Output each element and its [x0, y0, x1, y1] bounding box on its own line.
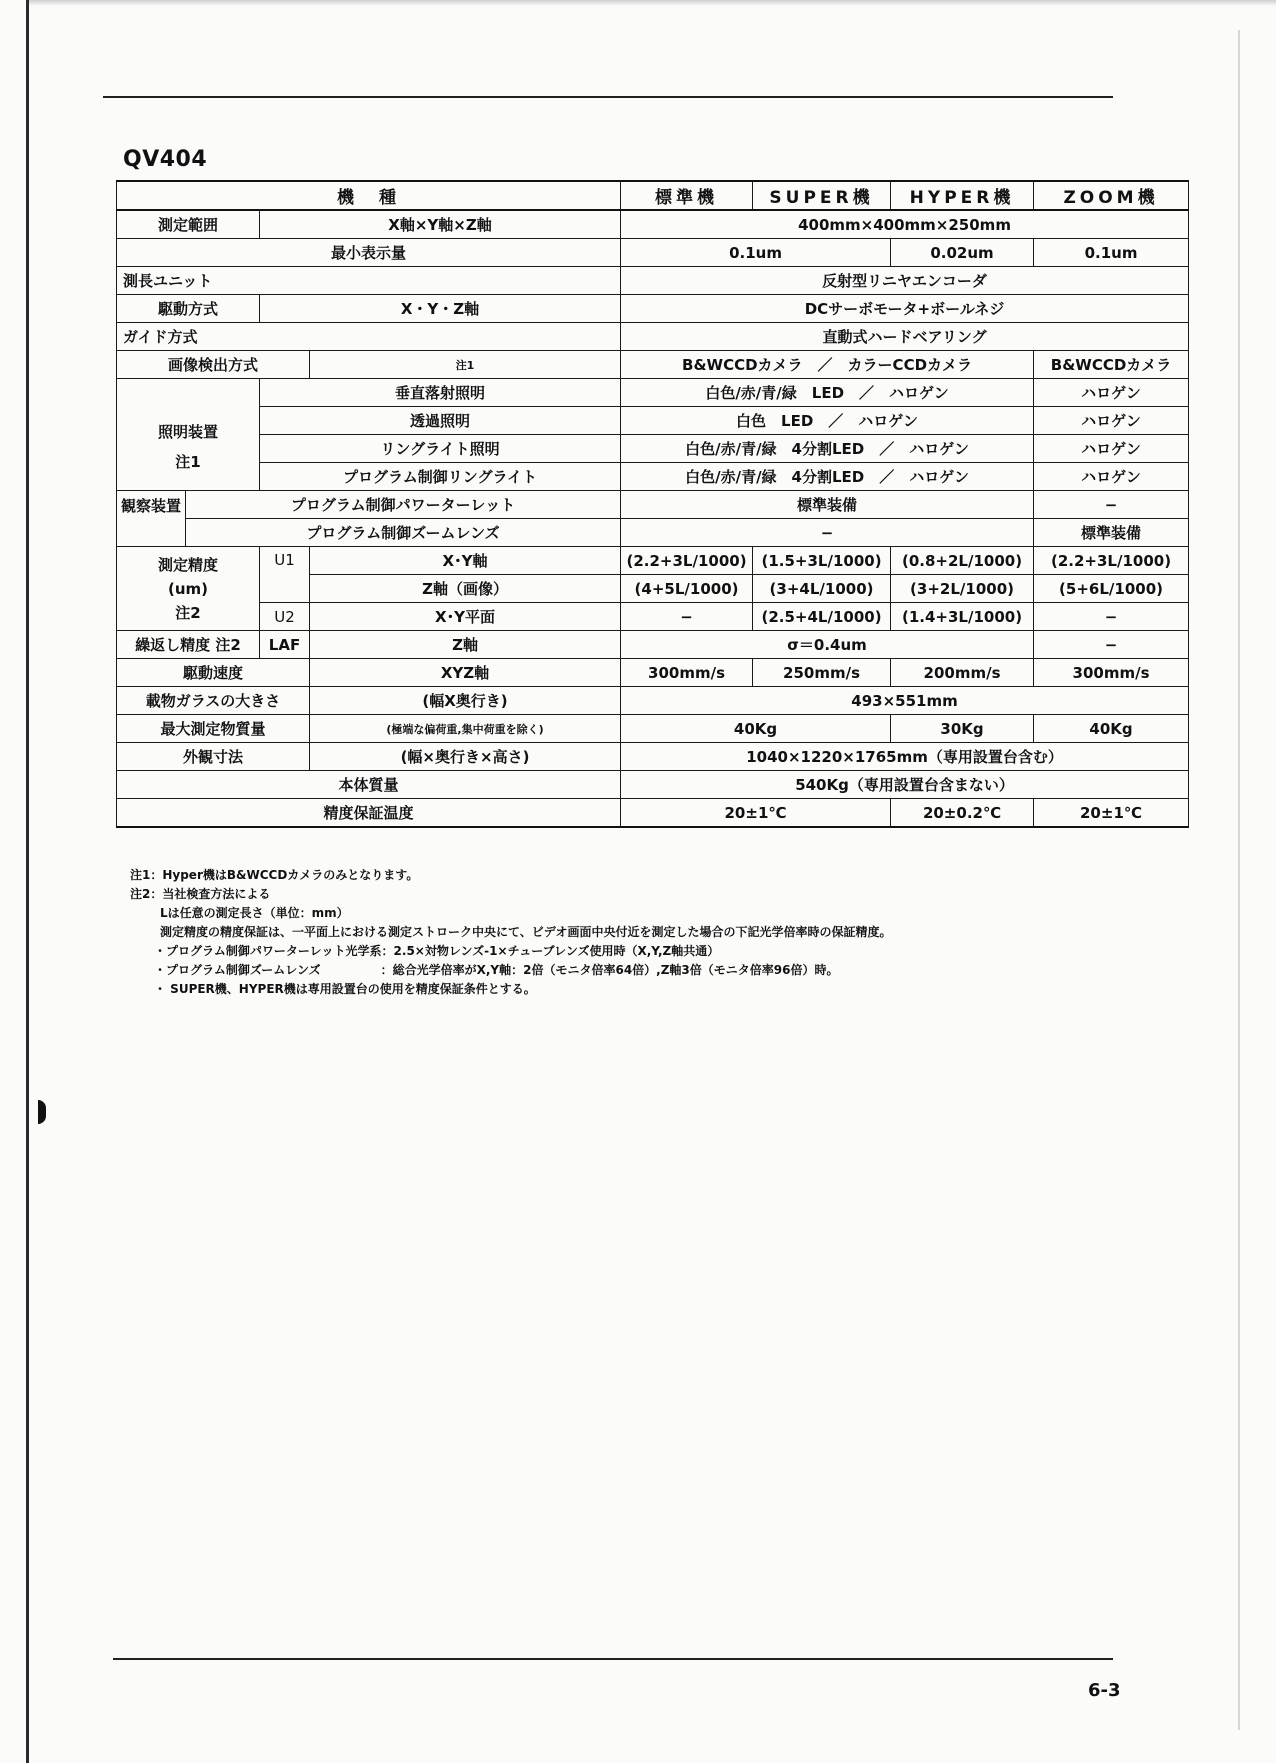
- drive-label: 駆動方式: [117, 295, 260, 323]
- min-display-std-super: 0.1um: [621, 239, 891, 267]
- repeat-label: 繰返し精度: [135, 636, 211, 654]
- glass-value: 493×551mm: [621, 687, 1189, 715]
- max-load-row: [117, 715, 1189, 743]
- range-axes: X軸×Y軸×Z軸: [260, 210, 621, 239]
- speed-label: 駆動速度: [117, 659, 310, 687]
- min-display-hyper: 0.02um: [891, 239, 1034, 267]
- accuracy-label-cell: [117, 547, 260, 631]
- scan-edge-right: [1238, 30, 1240, 1730]
- lighting-zoom: ハロゲン: [1034, 435, 1189, 463]
- mass-value: 540Kg（専用設置台含まない）: [621, 771, 1189, 799]
- accuracy-value: −: [621, 603, 753, 631]
- footnotes: [130, 866, 1130, 999]
- header-label: 機 種: [117, 181, 621, 210]
- accuracy-value: (1.4+3L/1000): [891, 603, 1034, 631]
- speed-value: 250mm/s: [753, 659, 891, 687]
- accuracy-u2: U2: [260, 603, 310, 631]
- footnote-guarantee: 測定精度の精度保証は、一平面上における測定ストローク中央にて、ビデオ画面中央付近を測定した場合の下記光学倍率時の保証精度。: [160, 925, 892, 939]
- scan-edge-top: [26, 0, 1276, 6]
- scale-unit-label: 測長ユニット: [117, 267, 621, 295]
- observation-label: 観察装置: [117, 491, 186, 547]
- accuracy-axis: Z軸（画像）: [310, 575, 621, 603]
- temperature-row: [117, 799, 1189, 828]
- lighting-row: [117, 463, 1189, 491]
- speed-value: 200mm/s: [891, 659, 1034, 687]
- speed-value: 300mm/s: [1034, 659, 1189, 687]
- guide-label: ガイド方式: [117, 323, 621, 351]
- drive-row: [117, 295, 1189, 323]
- temperature-std-super: 20±1℃: [621, 799, 891, 828]
- footnote-turret-value: 2.5×対物レンズ-1×チューブレンズ使用時（X,Y,Z軸共通）: [393, 944, 720, 958]
- model-title: QV404: [123, 147, 208, 172]
- lighting-row: [117, 435, 1189, 463]
- min-display-row: [117, 239, 1189, 267]
- footnote-turret: [130, 942, 1130, 961]
- lighting-value: 白色/赤/青/緑 LED ／ ハロゲン: [621, 379, 1034, 407]
- accuracy-value: (0.8+2L/1000): [891, 547, 1034, 575]
- header-rule: [103, 96, 1113, 98]
- guide-value: 直動式ハードベアリング: [621, 323, 1189, 351]
- speed-axes: XYZ軸: [310, 659, 621, 687]
- dimensions-value: 1040×1220×1765mm（専用設置台含む）: [621, 743, 1189, 771]
- accuracy-u1: U1: [260, 547, 310, 603]
- accuracy-unit: (um): [167, 579, 209, 598]
- footnote-1: 注1：Hyper機はB&WCCDカメラのみとなります。: [130, 868, 419, 882]
- lighting-zoom: ハロゲン: [1034, 463, 1189, 491]
- lighting-row: [117, 407, 1189, 435]
- range-label: 測定範囲: [117, 210, 260, 239]
- lighting-label: 照明装置: [157, 422, 218, 441]
- repeat-laf: LAF: [260, 631, 310, 659]
- accuracy-value: (3+4L/1000): [753, 575, 891, 603]
- temperature-hyper: 20±0.2℃: [891, 799, 1034, 828]
- speed-value: 300mm/s: [621, 659, 753, 687]
- repeat-zoom: −: [1034, 631, 1189, 659]
- turret-zoom: −: [1034, 491, 1189, 519]
- repeat-label-cell: [117, 631, 260, 659]
- lighting-zoom: ハロゲン: [1034, 379, 1189, 407]
- zoom-lens-zoom: 標準装備: [1034, 519, 1189, 547]
- page-number: 6-3: [1088, 1680, 1121, 1701]
- accuracy-value: (4+5L/1000): [621, 575, 753, 603]
- lighting-name: プログラム制御リングライト: [260, 463, 621, 491]
- repeat-value: σ＝0.4um: [621, 631, 1034, 659]
- accuracy-value: (1.5+3L/1000): [753, 547, 891, 575]
- lighting-row: [117, 379, 1189, 407]
- accuracy-note: 注2: [175, 603, 201, 622]
- accuracy-value: (5+6L/1000): [1034, 575, 1189, 603]
- glass-label: 載物ガラスの大きさ: [117, 687, 310, 715]
- accuracy-value: (2.5+4L/1000): [753, 603, 891, 631]
- image-row: [117, 351, 1189, 379]
- header-standard: 標準機: [621, 181, 753, 210]
- accuracy-value: (3+2L/1000): [891, 575, 1034, 603]
- footnote-zoom-label: ・プログラム制御ズームレンズ: [154, 963, 321, 977]
- accuracy-value: (2.2+3L/1000): [1034, 547, 1189, 575]
- guide-row: [117, 323, 1189, 351]
- punch-hole-mark: [38, 1100, 46, 1124]
- min-display-label: 最小表示量: [117, 239, 621, 267]
- lighting-value: 白色/赤/青/緑 4分割LED ／ ハロゲン: [621, 435, 1034, 463]
- drive-value: DCサーボモータ+ボールネジ: [621, 295, 1189, 323]
- glass-dims: (幅X奥行き): [310, 687, 621, 715]
- zoom-lens-name: プログラム制御ズームレンズ: [186, 519, 621, 547]
- mass-label: 本体質量: [117, 771, 621, 799]
- dimensions-dims: (幅×奥行き×高さ): [310, 743, 621, 771]
- image-note: 注1: [310, 351, 621, 379]
- lighting-name: 垂直落射照明: [260, 379, 621, 407]
- footnote-2: 注2：当社検査方法による: [130, 887, 271, 901]
- scan-edge-left: [26, 0, 29, 1763]
- image-value: B&WCCDカメラ ／ カラーCCDカメラ: [621, 351, 1034, 379]
- image-zoom: B&WCCDカメラ: [1034, 351, 1189, 379]
- mass-row: [117, 771, 1189, 799]
- spec-table: [116, 180, 1189, 828]
- max-load-zoom: 40Kg: [1034, 715, 1189, 743]
- footnote-turret-label: ・プログラム制御パワーターレット光学系：: [154, 944, 394, 958]
- footnote-l-definition: Lは任意の測定長さ（単位：mm）: [160, 906, 349, 920]
- header-hyper: HYPER機: [891, 181, 1034, 210]
- lighting-value: 白色/赤/青/緑 4分割LED ／ ハロゲン: [621, 463, 1034, 491]
- image-label: 画像検出方式: [117, 351, 310, 379]
- zoom-lens-value: −: [621, 519, 1034, 547]
- scale-unit-row: [117, 267, 1189, 295]
- turret-name: プログラム制御パワーターレット: [186, 491, 621, 519]
- max-load-std-super: 40Kg: [621, 715, 891, 743]
- max-load-condition: (極端な偏荷重,集中荷重を除く): [310, 715, 621, 743]
- repeat-axis: Z軸: [310, 631, 621, 659]
- observation-row: [117, 519, 1189, 547]
- range-row: [117, 210, 1189, 239]
- accuracy-value: −: [1034, 603, 1189, 631]
- accuracy-label: 測定精度: [157, 555, 218, 574]
- dimensions-label: 外観寸法: [117, 743, 310, 771]
- scale-unit-value: 反射型リニヤエンコーダ: [621, 267, 1189, 295]
- footer-rule: [113, 1658, 1113, 1660]
- range-value: 400mm×400mm×250mm: [621, 210, 1189, 239]
- temperature-label: 精度保証温度: [117, 799, 621, 828]
- drive-axes: X・Y・Z軸: [260, 295, 621, 323]
- accuracy-row: [117, 603, 1189, 631]
- max-load-label: 最大測定物質量: [117, 715, 310, 743]
- turret-value: 標準装備: [621, 491, 1034, 519]
- min-display-zoom: 0.1um: [1034, 239, 1189, 267]
- header-row: [117, 181, 1189, 210]
- dimensions-row: [117, 743, 1189, 771]
- glass-row: [117, 687, 1189, 715]
- header-zoom: ZOOM機: [1034, 181, 1189, 210]
- footnote-super-hyper: ・ SUPER機、HYPER機は専用設置台の使用を精度保証条件とする。: [154, 982, 536, 996]
- header-super: SUPER機: [753, 181, 891, 210]
- lighting-zoom: ハロゲン: [1034, 407, 1189, 435]
- max-load-hyper: 30Kg: [891, 715, 1034, 743]
- accuracy-axis: X･Y平面: [310, 603, 621, 631]
- observation-row: [117, 491, 1189, 519]
- lighting-value: 白色 LED ／ ハロゲン: [621, 407, 1034, 435]
- lighting-label-cell: [117, 379, 260, 491]
- temperature-zoom: 20±1℃: [1034, 799, 1189, 828]
- repeat-row: [117, 631, 1189, 659]
- lighting-name: リングライト照明: [260, 435, 621, 463]
- footnote-zoom-value: ：総合光学倍率がX,Y軸：2倍（モニタ倍率64倍）,Z軸3倍（モニタ倍率96倍）時。: [380, 963, 839, 977]
- lighting-note: 注1: [175, 452, 201, 471]
- repeat-note: 注2: [215, 636, 241, 654]
- lighting-name: 透過照明: [260, 407, 621, 435]
- speed-row: [117, 659, 1189, 687]
- footnote-zoom: [130, 961, 1130, 980]
- accuracy-value: (2.2+3L/1000): [621, 547, 753, 575]
- accuracy-row: [117, 547, 1189, 575]
- accuracy-axis: X･Y軸: [310, 547, 621, 575]
